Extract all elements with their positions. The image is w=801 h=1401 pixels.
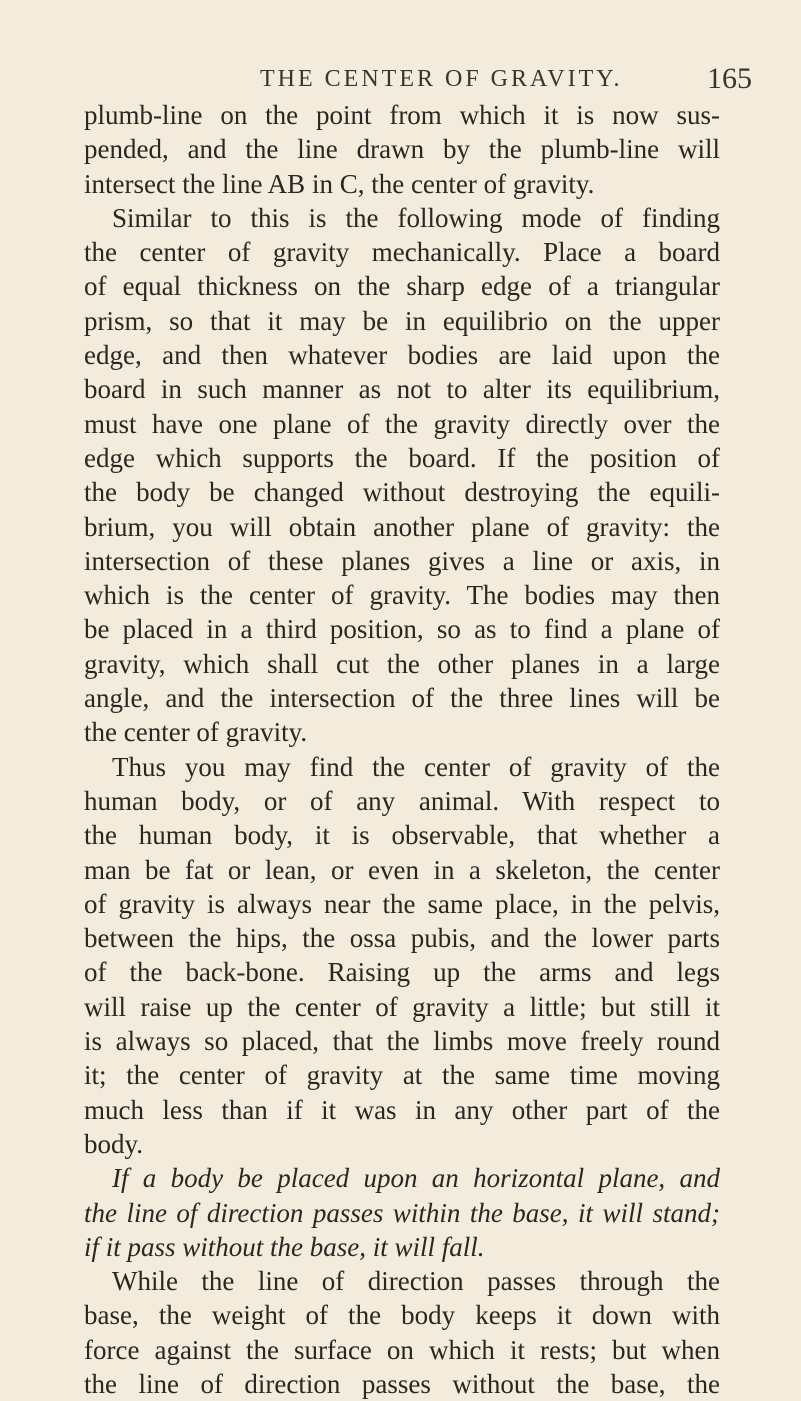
text-line: it; the center of gravity at the same time moving: [84, 1060, 720, 1091]
text-line: of the back-bone. Raising up the arms and legs: [84, 957, 720, 988]
text-line: if it pass without the base, it will fall.: [84, 1231, 485, 1262]
text-line: man be fat or lean, or even in a skeleton, the center: [84, 854, 720, 885]
text-line: gravity, which shall cut the other planes in a large: [84, 648, 720, 679]
text-line: While the line of direction passes through the: [112, 1266, 720, 1297]
text-line: much less than if it was in any other part of the: [84, 1094, 720, 1125]
text-line: intersection of these planes gives a line or axis, in: [84, 545, 720, 576]
text-line: the center of gravity.: [84, 717, 308, 748]
text-line: the line of direction passes within the base, it will stand;: [84, 1197, 720, 1228]
text-line: If a body be placed upon an horizontal plane, and: [112, 1163, 720, 1194]
text-line: is always so placed, that the limbs move freely round: [84, 1026, 720, 1057]
text-line: plumb-line on the point from which it is now sus-: [84, 100, 720, 130]
text-line: brium, you will obtain another plane of gravity: the: [84, 511, 720, 542]
text-line: edge, and then whatever bodies are laid upon the: [84, 340, 720, 371]
body-text: [84, 98, 720, 1401]
running-head: THE CENTER OF GRAVITY.: [260, 66, 623, 92]
text-line: prism, so that it may be in equilibrio on the upper: [84, 305, 720, 336]
text-line: of equal thickness on the sharp edge of a triangular: [84, 271, 720, 302]
text-line: base, the weight of the body keeps it down with: [84, 1300, 720, 1331]
text-line: the body be changed without destroying the equili-: [84, 477, 720, 508]
text-line: Thus you may find the center of gravity of the: [112, 751, 720, 782]
text-line: human body, or of any animal. With respect to: [84, 785, 720, 816]
text-line: between the hips, the ossa pubis, and the lower parts: [84, 923, 720, 954]
text-line: must have one plane of the gravity directly over the: [84, 408, 720, 439]
text-line: the line of direction passes without the base, the: [84, 1368, 720, 1399]
text-line: board in such manner as not to alter its equilibrium,: [84, 374, 720, 405]
text-line: which is the center of gravity. The bodies may then: [84, 580, 720, 611]
text-line: pended, and the line drawn by the plumb-line will: [84, 134, 720, 165]
text-line: force against the surface on which it rests; but when: [84, 1334, 720, 1365]
text-line: the center of gravity mechanically. Place a board: [84, 237, 720, 268]
text-line: edge which supports the board. If the position of: [84, 442, 720, 473]
text-line: of gravity is always near the same place, in the pelvis,: [84, 888, 720, 919]
text-line: angle, and the intersection of the three lines will be: [84, 683, 720, 714]
page-number: 165: [707, 62, 752, 95]
text-line: Similar to this is the following mode of finding: [112, 202, 720, 233]
text-line: will raise up the center of gravity a little; but still it: [84, 991, 720, 1022]
text-line: intersect the line AB in C, the center of gravity.: [84, 168, 595, 199]
text-line: be placed in a third position, so as to find a plane of: [84, 614, 720, 645]
text-line: body.: [84, 1128, 143, 1159]
text-line: the human body, it is observable, that whether a: [84, 820, 720, 851]
